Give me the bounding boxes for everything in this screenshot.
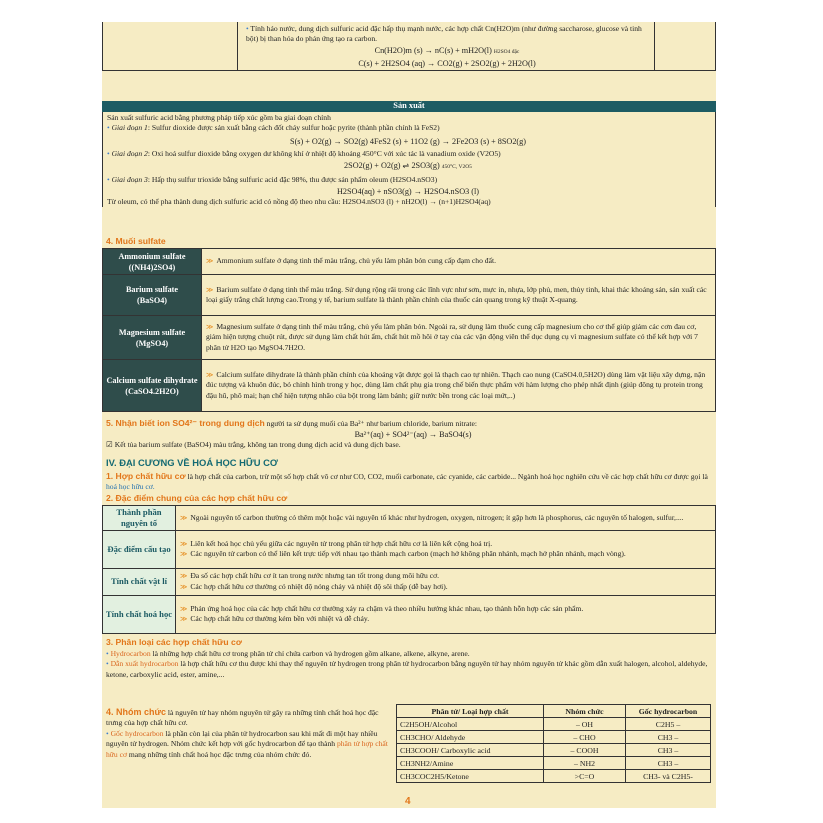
table-row: CH3CHO/ Aldehyde – CHO CH3 – xyxy=(397,731,711,744)
table-row: Barium sulfate (BaSO4) ≫ Barium sulfate ở dạng tinh thể màu trắng. Sử dụng rộng rãi trong các lĩnh vực như sơn, mực in, nhựa, lớp phủ, men, thủy tinh, khai thác khoáng sản, sản xuất các loại giấy trắng chất lượng cao.Trong y tế, barium sulfate là thành phần chính của thuốc cản quang trong kỹ thuật X-quang. xyxy=(103,275,716,316)
table-row: Ammonium sulfate ((NH4)2SO4) ≫ Ammonium sulfate ở dạng tinh thể màu trắng, chủ yếu làm phân bón cung cấp đạm cho đất. xyxy=(103,249,716,275)
organic-s3-b2: • Dẫn xuất hydrocarbon là hợp chất hữu cơ thu được khi thay thế nguyên tử hydrogen trong phân tử hydrocarbon bằng nguyên tử hay nhóm nguyên tử khác gồm dẫn xuất halogen, alcohol, aldehyde, ketone, carboxylic acid, ester, amine,... xyxy=(106,659,708,679)
stage2: • Giai đoạn 2: Oxi hoá sulfur dioxide bằng oxygen dư không khí ở nhiệt độ khoảng 450°C với xúc tác là vanadium oxide (V2O5) xyxy=(107,148,501,158)
production-header: Sản xuất xyxy=(102,101,716,112)
arrow-icon: ≫ xyxy=(206,322,214,331)
table-row: CH3COOH/ Carboxylic acid – COOH CH3 – xyxy=(397,744,711,757)
table-row: Đặc điểm cấu tạo ≫ Liên kết hoá học chủ yếu giữa các nguyên tử trong phân tử hợp chất hữu cơ là liên kết cộng hoá trị. ≫ Các nguyên tử carbon có thể liên kết trực tiếp với nhau tạo thành mạch carbon (mạch hở không phân nhánh, mạch hở phân nhánh, mạch vòng). xyxy=(103,530,716,568)
top-bullet: • Tính háo nước, dung dịch sulfuric acid đặc hấp thụ mạnh nước, các hợp chất Cn(H2O)m (như đường saccharose, glucose và tinh bột) bị than hóa do phản ứng tạo ra carbon. xyxy=(246,24,642,44)
sulfate-section xyxy=(102,236,716,412)
arrow-icon: ≫ xyxy=(206,370,214,379)
stage3-eq: H2SO4(aq) + nSO3(g) → H2SO4.nSO3 (l) xyxy=(337,186,479,196)
table-row: C2H5OH/Alcohol – OH C2H5 – xyxy=(397,718,711,731)
production-final: Từ oleum, có thể pha thành dung dịch sulfuric acid có nồng độ theo nhu cầu: H2SO4.nSO3 (l) + nH2O(l) → (n+1)H2SO4(aq) xyxy=(107,196,491,206)
table-row: CH3NH2/Amine – NH2 CH3 – xyxy=(397,757,711,770)
identify-eq: Ba²⁺(aq) + SO4²⁻(aq) → BaSO4(s) xyxy=(354,430,472,440)
table-header-row: Phân tử/ Loại hợp chất Nhóm chức Gốc hydrocarbon xyxy=(397,705,711,718)
organic-s4 xyxy=(106,707,392,760)
organic-s3-b1: • Hydrocarbon là những hợp chất hữu cơ trong phân tử chỉ chứa carbon và hydrogen gồm alkane, alkene, alkyne, arene. xyxy=(106,648,470,658)
sulfate-title: 4. Muối sulfate xyxy=(106,236,166,246)
production-section xyxy=(102,101,716,207)
organic-s3-title: 3. Phân loại các hợp chất hữu cơ xyxy=(106,636,242,647)
identify-line: 5. Nhận biết ion SO4²⁻ trong dung dịch người ta sử dụng muối của Ba²⁺ như barium chloride, barium nitrate: xyxy=(106,418,477,428)
arrow-icon: ≫ xyxy=(180,604,188,613)
organic-s2-title: 2. Đặc điểm chung của các hợp chất hữu cơ xyxy=(106,492,288,503)
arrow-icon: ≫ xyxy=(180,572,188,581)
stage1-eq: S(s) + O2(g) → SO2(g) 4FeS2 (s) + 11O2 (g) → 2Fe2O3 (s) + 8SO2(g) xyxy=(290,136,526,146)
production-intro: Sản xuất sulfuric acid bằng phương pháp tiếp xúc gồm ba giai đoạn chính xyxy=(107,113,331,122)
table-row: Magnesium sulfate (MgSO4) ≫ Magnesium sulfate ở dạng tinh thể màu trắng, chủ yếu làm phân bón. Ngoài ra, sử dụng làm thuốc cung cấp magnesium cho cơ thể giúp giảm các cơn đau cơ, giảm hiện tượng chuột rút, được sử dụng làm chất hút ẩm, chất hút mồ hôi ở tay của các vận động viên thể dục dụng cụ vì magnesium sulfate có thể kết hợp với 7 phân tử H2O tạo MgSO4.7H2O. xyxy=(103,316,716,360)
page xyxy=(102,22,716,808)
table-row: Thành phần nguyên tố ≫ Ngoài nguyên tố carbon thường có thêm một hoặc vài nguyên tố khác như hydrogen, oxygen, nitrogen; ít gặp hơn là phosphorus, các nguyên tố halogen, sulfur,.... xyxy=(103,505,716,530)
arrow-icon: ≫ xyxy=(180,513,188,522)
table-row: CH3COC2H5/Ketone >C=O CH3- và C2H5- xyxy=(397,770,711,783)
identify-check: ☑ Kết tủa barium sulfate (BaSO4) màu trắng, không tan trong dung dịch acid và dung dịch base. xyxy=(106,440,401,450)
organic-s1: 1. Hợp chất hữu cơ là hợp chất của carbon, trừ một số hợp chất vô cơ như CO, CO2, muối carbonate, các cyanide, các carbide... Ngành hoá học nghiên cứu về các hợp chất hữu cơ được gọi là hoá học hữu cơ. xyxy=(106,471,708,492)
table-row: Tính chất hoá học ≫ Phản ứng hoá học của các hợp chất hữu cơ thường xảy ra chậm và theo nhiều hướng khác nhau, tạo thành hỗn hợp các sản phẩm. ≫ Các hợp chất hữu cơ thường kém bền với nhiệt và dễ cháy. xyxy=(103,595,716,633)
arrow-icon: ≫ xyxy=(180,550,188,559)
stage1: • Giai đoạn 1: Sulfur dioxide được sản xuất bằng cách đốt cháy sulfur hoặc pyrite (thành phần chính là FeS2) xyxy=(107,123,440,133)
top-section xyxy=(102,22,716,71)
arrow-icon: ≫ xyxy=(206,257,214,266)
top-eq1: Cn(H2O)m (s) → nC(s) + mH2O(l) H2SO4 đặc xyxy=(374,45,520,55)
sulfate-table xyxy=(102,248,716,412)
traits-table xyxy=(102,505,716,634)
page-number: 4 xyxy=(405,796,411,807)
functional-group-table xyxy=(396,704,711,783)
organic-heading: IV. ĐẠI CƯƠNG VỀ HOÁ HỌC HỮU CƠ xyxy=(106,457,278,468)
organic-section xyxy=(102,458,716,680)
stage3: • Giai đoạn 3: Hấp thụ sulfur trioxide bằng sulfuric acid đặc 98%, thu được sản phẩm oleum (H2SO4.nSO3) xyxy=(107,175,438,185)
table-row: Tính chất vật lí ≫ Đa số các hợp chất hữu cơ ít tan trong nước nhưng tan tốt trong dung môi hữu cơ. ≫ Các hợp chất hữu cơ thường có nhiệt độ nóng chảy và nhiệt độ sôi thấp (dễ bay hơi). xyxy=(103,568,716,595)
arrow-icon: ≫ xyxy=(180,582,188,591)
organic-s4-text: 4. Nhóm chức là nguyên tử hay nhóm nguyên tử gây ra những tính chất hoá học đặc trưng của hợp chất hữu cơ. xyxy=(106,707,379,728)
identify-section xyxy=(102,418,716,451)
arrow-icon: ≫ xyxy=(206,285,214,294)
top-eq2: C(s) + 2H2SO4 (aq) → CO2(g) + 2SO2(g) + 2H2O(l) xyxy=(358,58,536,68)
organic-s4-bullet: • Gốc hydrocarbon là phần còn lại của phân tử hydrocarbon sau khi mất đi một hay nhiều nguyên tử hydrogen. Nhóm chức kết hợp với gốc hydrocarbon để tạo thành phân tử hợp chất hữu cơ mang những tính chất hoá học đặc trưng của nhóm chức đó. xyxy=(106,728,388,759)
table-row: Calcium sulfate dihydrate (CaSO4.2H2O) ≫ Calcium sulfate dihydrate là thành phần chính của khoáng vật được gọi là thạch cao tự nhiên. Thạch cao nung (CaSO4.0,5H2O) dùng làm vật liệu xây dựng, nặn đúc tượng và khuôn đúc, bó chỉnh hình trong y học, dùng làm chất phụ gia trong chế biến thực phẩm với hàm lượng cho phép nhất định (giúp đông tụ protein trong đậu hũ, phô mai; hạn chế hiện tượng nhão của bột trong làm bánh; giữ nước bền trong các loại mứt,..) xyxy=(103,360,716,412)
arrow-icon: ≫ xyxy=(180,539,188,548)
arrow-icon: ≫ xyxy=(180,615,188,624)
stage2-eq: 2SO2(g) + O2(g) ⇌ 2SO3(g) 450°C, V2O5 xyxy=(344,161,472,171)
